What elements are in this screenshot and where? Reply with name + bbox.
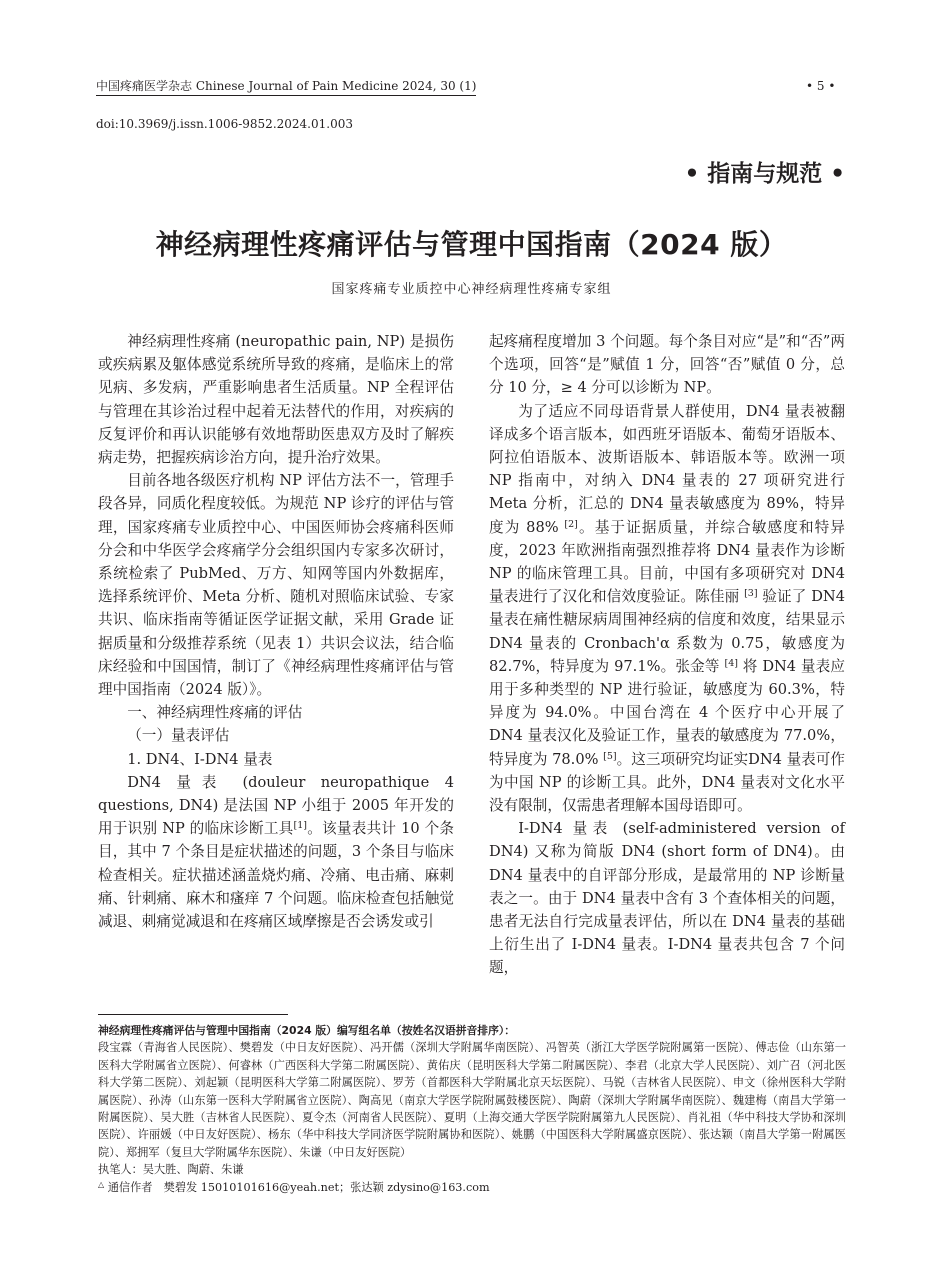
article-title: 神经病理性疼痛评估与管理中国指南（2024 版） <box>155 228 788 261</box>
correspondence-mark: △ <box>98 1179 105 1189</box>
idn4-paragraph: I-DN4 量表 (self-administered version of DN4) 又称为简版 DN4 (short form of DN4)。由 DN4 量表中的自评部分形成，是最常用的 NP 诊断量表之一。由于 DN4 量表中含有 3 个查体相关的问题，患者无法自行完成量表评估，所以在 DN4 量表的基础上衍生出了 I-DN4 量表。I-DN4 量表共包含 7 个问题， <box>489 820 845 977</box>
subsection-heading: （一）量表评估 <box>127 727 230 745</box>
page-number: • 5 • <box>806 79 836 93</box>
intro-paragraph: 神经病理性疼痛 (neuropathic pain, NP) 是损伤或疾病累及躯体感觉系统所导致的疼痛，是临床上的常见病、多发病，严重影响患者生活质量。NP 全程评估与管理在其诊治过程中起着无法替代的作用，对疾病的反复评价和再认识能够有效地帮助医患双方及时了解疾病走势，把握疾病诊治方向，提升治疗效果。 <box>98 333 454 467</box>
text-run: 验证了 DN4 量表在痛性糖尿病周围神经病的信度和效度，结果显示 DN4 量表的 Cronbach'α 系数为 0.75，敏感度为 82.7%，特异度为 97.1%。张金等 <box>489 588 845 675</box>
right-column <box>489 330 845 980</box>
left-column <box>98 330 454 933</box>
citation-ref: [3] <box>744 588 758 600</box>
footnotes <box>98 1022 846 1196</box>
footnote-divider <box>98 1014 288 1015</box>
footnote-heading: 神经病理性疼痛评估与管理中国指南（2024 版）编写组名单（按姓名汉语拼音排序）： <box>98 1024 516 1037</box>
doi: doi:10.3969/j.issn.1006-9852.2024.01.003 <box>96 117 353 131</box>
dn4-paragraph <box>98 771 454 933</box>
text-run: 。该量表共计 10 个条目，其中 7 个条目是症状描述的问题，3 个条目与临床检查相关。症状描述涵盖烧灼痛、冷痛、电击痛、麻刺痛、针刺痛、麻木和瘙痒 7 个问题。临床检查包括触觉减退、刺痛觉减退和在疼痛区域摩擦是否会诱发或引 <box>98 820 454 931</box>
citation-ref: [2] <box>564 518 578 530</box>
scoring-paragraph: 起疼痛程度增加 3 个问题。每个条目对应“是”和“否”两个选项，回答“是”赋值 1 分，回答“否”赋值 0 分，总分 10 分，≥ 4 分可以诊断为 NP。 <box>489 333 845 397</box>
citation-ref: [4] <box>724 657 738 669</box>
citation-ref: [5] <box>603 750 617 762</box>
footnote-writers: 执笔人：吴大胜、陶蔚、朱谦 <box>98 1163 244 1177</box>
subsubsection-heading: 1. DN4、I-DN4 量表 <box>127 750 273 768</box>
translation-paragraph <box>489 400 845 818</box>
column-label: • 指南与规范 • <box>684 161 845 187</box>
text-run: DN4 量表 (douleur neuropathique 4 questions, DN4) 是法国 NP 小组于 2005 年开发的用于识别 NP 的临床诊断工具 <box>98 773 454 838</box>
background-paragraph: 目前各地各级医疗机构 NP 评估方法不一，管理手段各异，同质化程度较低。为规范 NP 诊疗的评估与管理，国家疼痛专业质控中心、中国医师协会疼痛科医师分会和中华医学会疼痛学分会组织国内专家多次研讨，系统检索了 PubMed、万方、知网等国内外数据库，选择系统评价、Meta 分析、随机对照临床试验、专家共识、临床指南等循证医学证据文献，采用 Grade 证据质量和分级推荐系统（见表 1）共识会议法，结合临床经验和中国国情，制订了《神经病理性疼痛评估与管理中国指南（2024 版）》。 <box>98 472 454 699</box>
text-run: 为了适应不同母语背景人群使用，DN4 量表被翻译成多个语言版本，如西班牙语版本、葡萄牙语版本、阿拉伯语版本、波斯语版本、韩语版本等。欧洲一项 NP 指南中，对纳入 DN4 量表的 27 项研究进行 Meta 分析，汇总的 DN4 量表敏感度为 89%，特异度为 88% <box>489 402 845 536</box>
text-run: 。基于证据质量，并综合敏感度和特异度，2023 年欧洲指南强烈推荐将 DN4 量表作为诊断 NP 的临床管理工具。目前，中国有多项研究对 DN4 量表进行了汉化和信效度验证。陈佳丽 <box>489 518 845 606</box>
text-run: 。这三项研究均证实DN4 量表可作为中国 NP 的诊断工具。此外，DN4 量表对文化水平没有限制，仅需患者理解本国母语即可。 <box>489 750 845 815</box>
footnote-members: 段宝霖（青海省人民医院）、樊碧发（中日友好医院）、冯开儒（深圳大学附属华南医院）、冯智英（浙江大学医学院附属第一医院）、傅志俭（山东第一医科大学附属省立医院）、何睿林（广西医科大学第二附属医院）、黄佑庆（昆明医科大学第二附属医院）、李君（北京大学人民医院）、刘广召（河北医科大学第二医院）、刘起颖（昆明医科大学第二附属医院）、罗芳（首都医科大学附属北京天坛医院）、马锐（吉林省人民医院）、申文（徐州医科大学附属医院）、孙涛（山东第一医科大学附属省立医院）、陶高见（南京大学医学院附属鼓楼医院）、陶蔚（深圳大学附属华南医院）、魏建梅（南昌大学第一附属医院）、吴大胜（吉林省人民医院）、夏令杰（河南省人民医院）、夏明（上海交通大学医学院附属第九人民医院）、肖礼祖（华中科技大学协和深圳医院）、许丽媛（中日友好医院）、杨东（华中科技大学同济医学院附属协和医院）、姚鹏（中国医科大学附属盛京医院）、张达颖（南昌大学第一附属医院）、郑拥军（复旦大学附属华东医院）、朱谦（中日友好医院） <box>98 1041 846 1159</box>
footnote-correspondence <box>98 1179 846 1196</box>
text-run: 将 DN4 量表应用于多种类型的 NP 进行验证，敏感度为 60.3%，特异度为 94.0%。中国台湾在 4 个医疗中心开展了 DN4 量表汉化及验证工作，量表的敏感度为 77.0%，特异度为 78.0% <box>489 657 845 768</box>
journal-header: 中国疼痛医学杂志 Chinese Journal of Pain Medicine 2024, 30 (1) <box>96 78 476 96</box>
author-group: 国家疼痛专业质控中心神经病理性疼痛专家组 <box>331 282 612 297</box>
section-heading: 一、神经病理性疼痛的评估 <box>127 704 303 722</box>
text-run: 通信作者 樊碧发 15010101616@yeah.net；张达颖 zdysino@163.com <box>104 1180 490 1194</box>
citation-ref: [1] <box>293 820 307 832</box>
